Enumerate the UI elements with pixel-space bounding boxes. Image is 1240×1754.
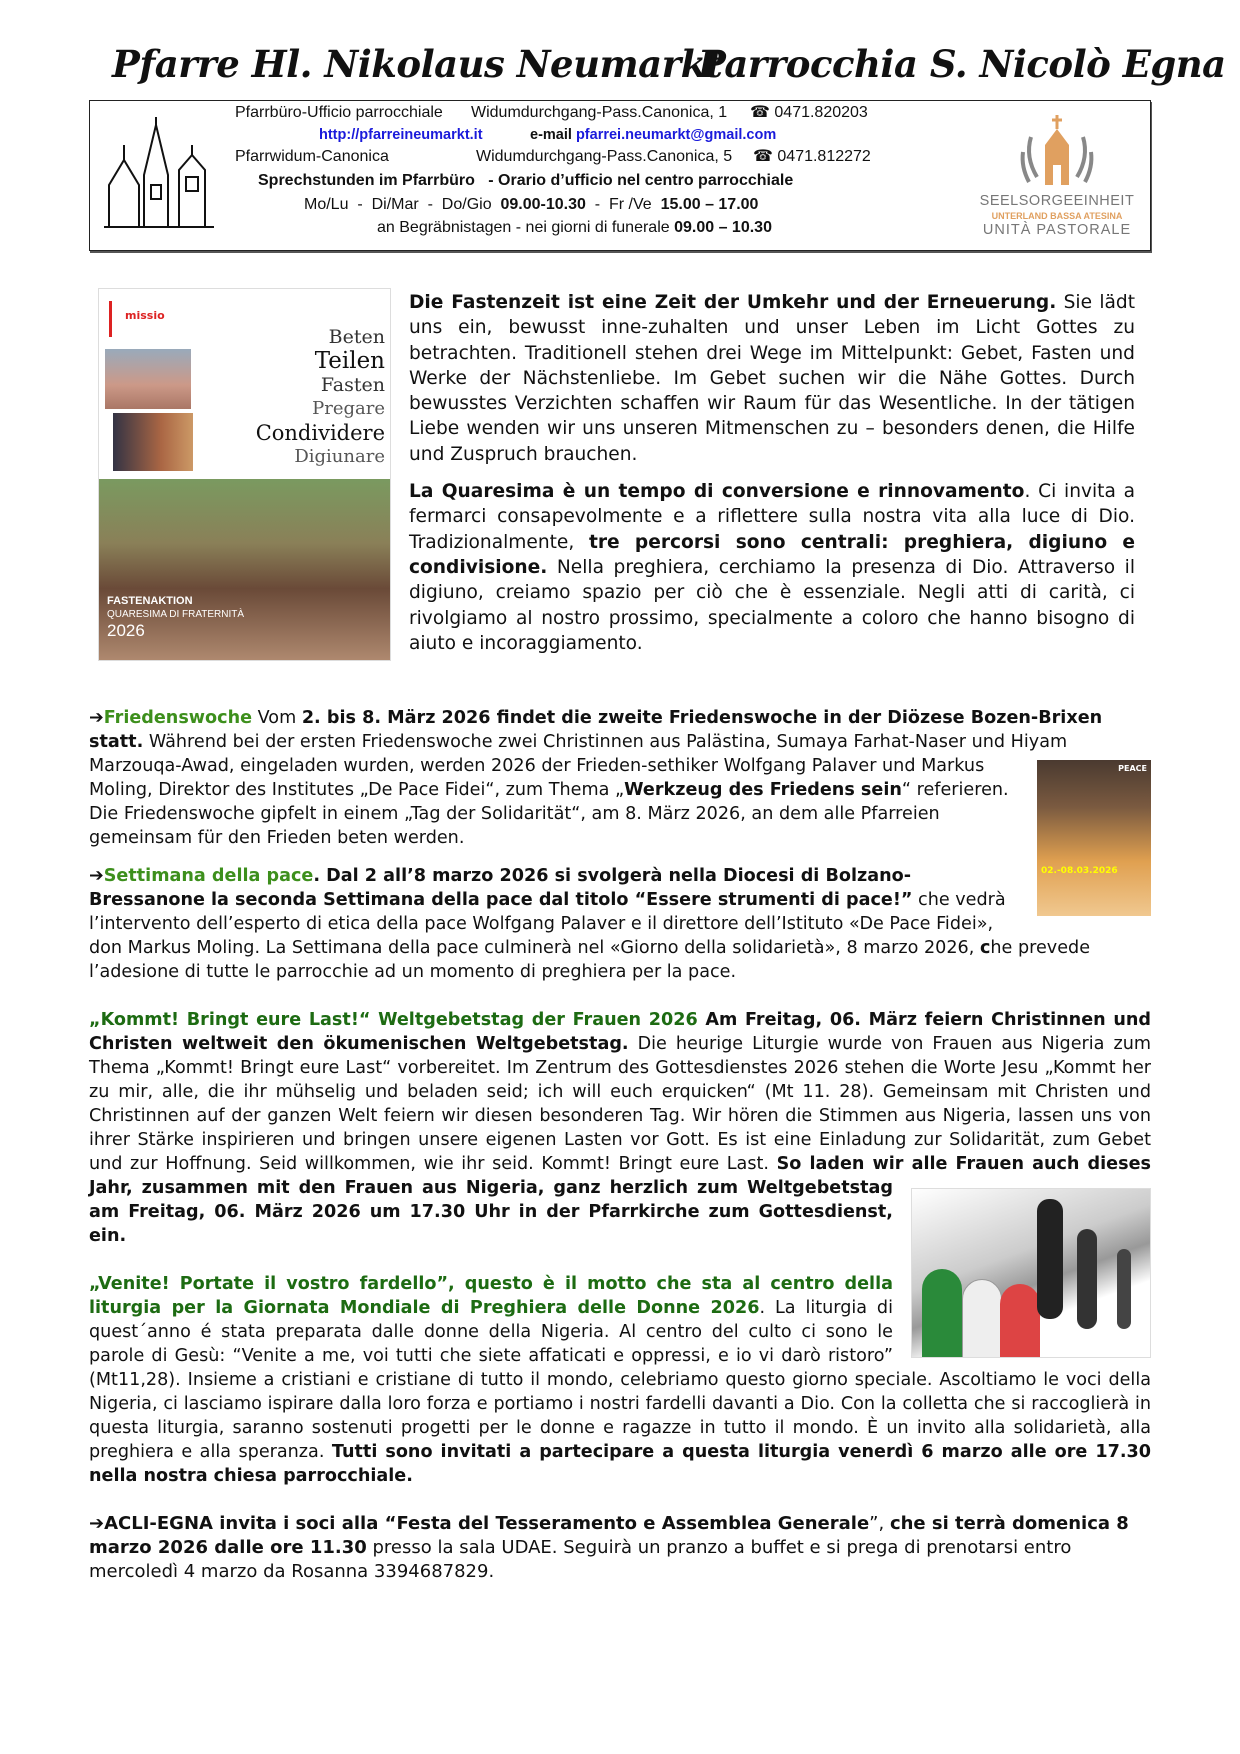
- intro-german-text: Sie lädt uns ein, bewusst inne-zuhalten und unser Leben im Licht Gottes zu betrachten. Traditionell stehen drei Wege im Mittelpunkt: Gebet, Fasten und Werke der Nächstenliebe. Im Gebet suchen wir die Nähe Gottes. Durch bewusstes Verzichten schaffen wir Raum für das Wesentliche. In der tätigen Liebe wenden wir uns unseren Mitmenschen zu – besonders denen, die Hilfe und Zuspruch brauchen.: [409, 292, 1135, 465]
- funeral-hours: [377, 219, 772, 237]
- pastoral-unit-logo: [972, 107, 1142, 247]
- intro-italian-heading: La Quaresima è un tempo di conversione e rinnovamento: [409, 481, 1025, 503]
- poster-line1: FASTENAKTION: [107, 595, 193, 607]
- office-hours: [304, 196, 758, 214]
- acli-text: [89, 1512, 1151, 1584]
- logo-line1: SEELSORGEEINHEIT: [979, 193, 1135, 209]
- poster-peace-label: PEACE: [1118, 764, 1147, 773]
- giornata-title: „Venite! Portate il vostro fardello”, questo è il motto che sta al centro della liturgia per la Giornata Mondiale di Preghiera delle Donne 2026: [89, 1274, 893, 1318]
- intro-italian-text: Nella preghiera, cerchiamo la presenza di Dio. Attraverso il digiuno, creiamo spazio per ciò che è essenziale. Negli atti di carità, ci rivolgiamo al nostro prossimo, specialmente a coloro che hanno bisogno di aiuto e incoraggiamento.: [409, 556, 1135, 654]
- website-link[interactable]: http://pfarreineumarkt.it: [319, 127, 483, 143]
- text: “ referieren. Die Friedenswoche gipfelt in einem „Tag der Solidarität“, am 8. März 2026, an dem alle Pfarreien gemeinsam für den Frieden beten werden.: [89, 780, 1009, 848]
- section-world-day-of-prayer: [89, 1008, 1151, 1488]
- email-label: e-mail: [530, 127, 572, 143]
- title-german: Pfarre Hl. Nikolaus Neumarkt: [112, 42, 723, 86]
- rectory-phone-row: [753, 148, 871, 166]
- children-photo: [105, 349, 191, 409]
- fastenaktion-poster: [98, 288, 391, 661]
- peace-week-italian-text: [89, 864, 1151, 984]
- text: che vedrà l’intervento dell’esperto di etica della pace Wolfgang Palaver e il direttore dell’Istituto «De Pace Fidei», don Markus Moling. La Settimana della pace culminerà nel «Giorno della solidarietà», 8 marzo 2026,: [89, 890, 1006, 958]
- peace-week-text: [89, 706, 1151, 850]
- arrow-icon: ➔: [89, 866, 104, 886]
- rectory-phone: 0471.812272: [777, 148, 871, 165]
- office-address: Widumdurchgang-Pass.Canonica, 1: [471, 104, 728, 121]
- poster-word: Fasten: [320, 374, 385, 396]
- poster-line2: QUARESIMA DI FRATERNITÀ: [107, 609, 245, 620]
- bold-text: Am Freitag, 06. März feiern Christinnen und Christen weltweit den ökumenischen Weltgebetstag.: [89, 1010, 1151, 1054]
- girl-reading-photo: [113, 413, 193, 471]
- bold-text: . Dal 2 all’8 marzo 2026 si svolgerà nella Diocesi di Bolzano-Bressanone la seconda Settimana della pace dal titolo “Essere strumenti di pace!”: [89, 866, 913, 910]
- hours-time-morning: 09.00-10.30: [500, 196, 586, 213]
- poster-word: Condividere: [255, 421, 385, 445]
- poster-word: Teilen: [314, 348, 385, 374]
- hours-friday: - Fr /Ve: [585, 196, 652, 213]
- church-icon: [104, 115, 224, 235]
- poster-year: 2026: [107, 621, 145, 640]
- logo-line2: UNTERLAND BASSA ATESINA: [991, 211, 1123, 221]
- bold-text: So laden wir alle Frauen auch dieses Jahr, zusammen mit den Frauen aus Nigeria, ganz herzlich zum Weltgebetstag am Freitag, 06. März 2026 um 17.30 Uhr in der Pfarrkirche zum Gottesdienst, ein.: [89, 1154, 1151, 1246]
- title-italian: Parrocchia S. Nicolò Egna: [698, 42, 1226, 86]
- telephone-icon: ☎: [750, 104, 770, 121]
- bold-text: Tutti sono invitati a partecipare a questa liturgia venerdì 6 marzo alle ore 17.30 nella nostra chiesa parrocchiale.: [89, 1442, 1152, 1486]
- hours-days: Mo/Lu - Di/Mar - Do/Gio: [304, 196, 492, 213]
- email-link[interactable]: pfarrei.neumarkt@gmail.com: [575, 127, 777, 143]
- lent-introduction: [409, 290, 1135, 668]
- poster-date: 02.-08.03.2026: [1041, 866, 1118, 876]
- rectory-label: Pfarrwidum-Canonica: [235, 148, 389, 165]
- text: presso la sala UDAE. Seguirà un pranzo a buffet e si prega di prenotarsi entro mercoledì 4 marzo da Rosanna 3394687829.: [89, 1537, 1072, 1582]
- text: Während bei der ersten Friedenswoche zwei Christinnen aus Palästina, Sumaya Farhat-Naser und Hiyam Marzouqa-Awad, eingeladen wurden, werden 2026 der Frieden-sethiker Wolfgang Palaver und Markus Moling, Direktor des Institutes „De Pace Fidei“, zum Thema „: [89, 732, 1068, 800]
- arrow-icon: ➔: [89, 1513, 105, 1534]
- office-label: Pfarrbüro-Ufficio parrocchiale: [235, 104, 443, 121]
- world-prayer-title: „Kommt! Bringt eure Last!“ Weltgebetstag der Frauen 2026: [89, 1010, 698, 1030]
- bold-text: ACLI-EGNA invita i soci alla “Festa del Tesseramento e Assemblea Generale: [104, 1513, 870, 1534]
- office-hours-title: Sprechstunden im Pfarrbüro - Orario d’ufficio nel centro parrocchiale: [258, 172, 794, 189]
- peace-week-italian-title: Settimana della pace: [103, 866, 314, 886]
- telephone-icon: ☎: [753, 148, 773, 165]
- peace-week-poster: [1037, 760, 1151, 916]
- text: he prevede l’adesione di tutte le parrocchie ad un momento di preghiera per la pace.: [89, 938, 1091, 982]
- bold-text: 2. bis 8. März 2026 findet die zweite Friedenswoche in der Diözese Bozen-Brixen statt.: [89, 708, 1103, 752]
- text: Die heurige Liturgie wurde von Frauen aus Nigeria zum Thema „Kommt! Bringt eure Last“ vorbereitet. Im Zentrum des Gottesdienstes 2026 stehen die Worte Jesu „Kommt her zu mir, alle, die ihr mühselig und beladen seid; ich will euch erquicken“ (Mt 11. 28). Gemeinsam mit Christen und Christinnen auf der ganzen Welt feiern wir diesen besonderen Tag. Wir hören die Stimmen aus Nigeria, lassen uns von ihrer Stärke inspirieren und bringen unsere eigenen Lasten vor Gott. Es ist eine Einladung zur Solidarität, zum Gebet und zur Hoffnung. Seid willkommen, wie ihr seid. Kommt! Bringt eure Last.: [89, 1034, 1151, 1174]
- bold-text: Werkzeug des Friedens sein: [624, 780, 902, 800]
- hours-time-afternoon: 15.00 – 17.00: [660, 196, 759, 213]
- intro-italian: [409, 479, 1135, 656]
- text: . La liturgia di quest´anno é stata preparata dalle donne della Nigeria. Al centro del culto ci sono le parole di Gesù: “Venite a me, voi tutti che siete affaticati e oppressi, e io vi darò ristoro” (Mt11,28). Insieme a cristiani e cristiane di tutto il mondo, celebriamo questo giorno speciale. Ascoltiamo le voci della Nigeria, ci lasciamo ispirare dalla loro forza e portiamo i nostri fardelli davanti a Dio. Con la colletta che si raccoglierà in questa liturgia, saranno sostenuti progetti per le donne e ragazze in tutto il mondo. È un invito alla solidarietà, alla preghiera e alla speranza.: [89, 1298, 1151, 1462]
- text: ”,: [869, 1513, 890, 1534]
- church-logo-icon: [1017, 107, 1097, 189]
- intro-italian-text: . Ci invita a fermarci consapevolmente e a riflettere sulla nostra vita alla luce di Dio. Tradizionalmente,: [409, 481, 1135, 553]
- news-sections: [89, 706, 1151, 1584]
- funeral-label: an Begräbnistagen - nei giorni di funerale: [377, 219, 670, 236]
- poster-word: Digiunare: [294, 446, 385, 467]
- peace-week-title: Friedenswoche: [103, 708, 253, 728]
- missio-logo: missio: [125, 309, 165, 322]
- poster-word: Pregare: [312, 398, 385, 419]
- intro-italian-bold: tre percorsi sono centrali: preghiera, digiuno e condivisione.: [409, 531, 1135, 578]
- logo-line3: UNITÀ PASTORALE: [982, 222, 1132, 238]
- email-row: [530, 126, 776, 144]
- office-phone-row: [750, 104, 868, 122]
- contact-header: [89, 100, 1151, 251]
- funeral-time: 09.00 – 10.30: [674, 219, 772, 236]
- text: Vom: [252, 708, 302, 728]
- bold-text: c: [979, 938, 991, 958]
- rectory-address: Widumdurchgang-Pass.Canonica, 5: [476, 148, 733, 165]
- bold-text: che si terrà domenica 8 marzo 2026 dalle ore 11.30: [89, 1513, 1129, 1558]
- poster-word: Beten: [328, 326, 385, 348]
- office-phone: 0471.820203: [774, 104, 868, 121]
- arrow-icon: ➔: [89, 708, 104, 728]
- intro-german-heading: Die Fastenzeit ist eine Zeit der Umkehr und der Erneuerung.: [409, 292, 1057, 313]
- nigerian-women-illustration: [911, 1188, 1151, 1358]
- intro-german: [409, 290, 1135, 467]
